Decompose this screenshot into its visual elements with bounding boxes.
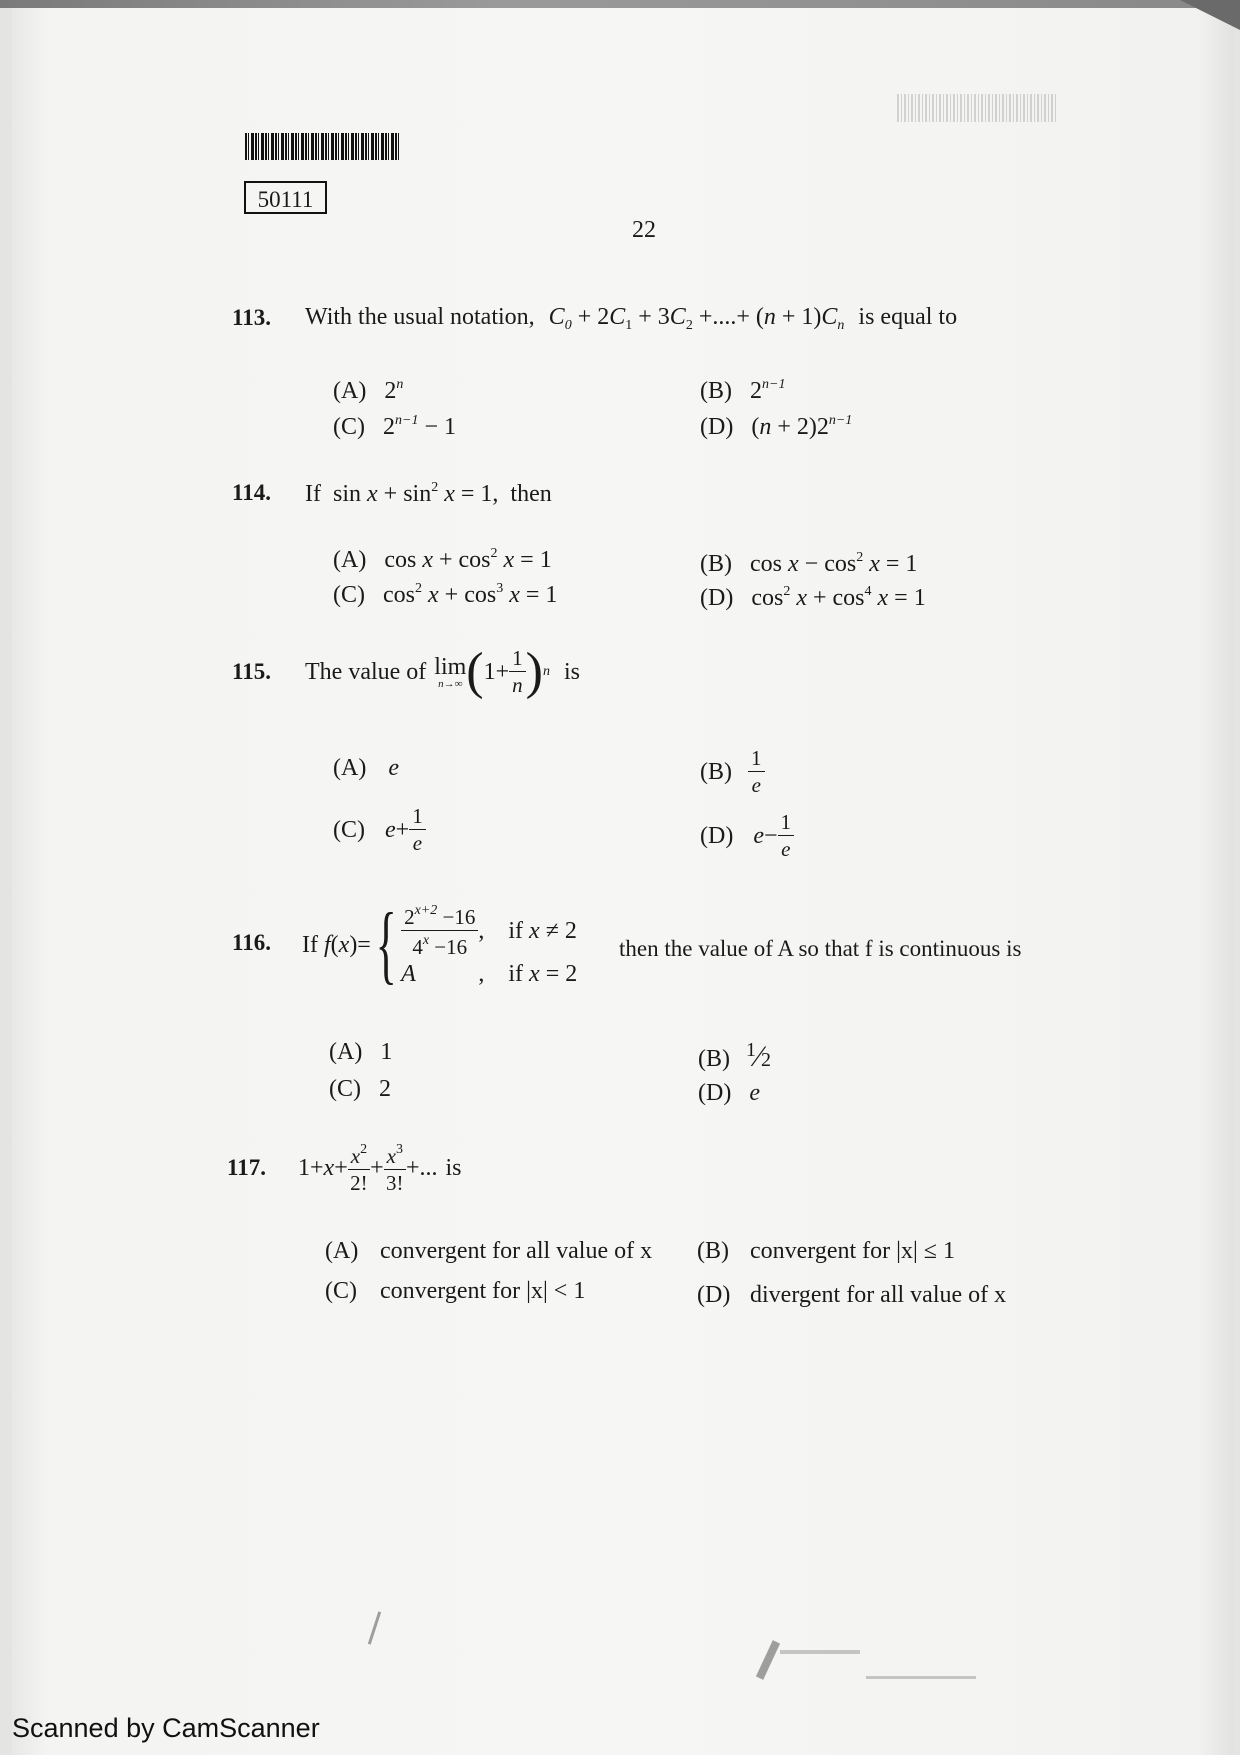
option-d: (D) xyxy=(697,1282,731,1308)
option-b-text: convergent for |x| ≤ 1 xyxy=(750,1238,955,1264)
option-a: (A) xyxy=(325,1238,359,1264)
option-c: (C) $\cos^2 x + \cos^3 x = 1$ xyxy=(333,581,558,608)
stem-prefix: With the usual notation, xyxy=(305,304,535,330)
scan-mark xyxy=(866,1676,976,1679)
option-c-text: convergent for |x| < 1 xyxy=(380,1278,586,1304)
camscanner-watermark: Scanned by CamScanner xyxy=(12,1713,320,1743)
option-c: (C) $2^{n-1} - 1$ xyxy=(333,413,456,440)
question-number: 115. xyxy=(232,659,271,684)
stem-suffix: is equal to xyxy=(858,304,958,330)
stem-prefix: The value of xyxy=(305,659,427,685)
option-a: (A) $\cos x + \cos^2 x = 1$ xyxy=(333,546,552,573)
stem-suffix: is xyxy=(445,1155,462,1181)
question-stem: With the usual notation, $C_0 + 2C_1 + 3C_2$ +....+ $(n + 1)C_n$ is equal to xyxy=(305,304,958,333)
question-stem: If $\sin x + \sin^2 x = 1$, then xyxy=(305,480,552,507)
page-number: 22 xyxy=(632,217,656,243)
scanned-page xyxy=(12,4,1234,1755)
option-a: (A) 1 xyxy=(329,1039,393,1065)
stem-prefix: If xyxy=(305,481,321,507)
paper-code-box: 50111 xyxy=(244,181,327,214)
option-d: (D) $\cos^2 x + \cos^4 x = 1$ xyxy=(700,584,926,611)
option-d-text: divergent for all value of x xyxy=(750,1282,1007,1308)
scan-mark xyxy=(780,1650,860,1654)
question-number: 117. xyxy=(227,1155,266,1180)
option-b: (B) xyxy=(697,1238,729,1264)
question-stem-tail: then the value of A so that f is continuous is xyxy=(619,936,1022,961)
option-b: (B) $2^{n-1}$ xyxy=(700,377,786,404)
option-b: (B) $\cos x - \cos^2 x = 1$ xyxy=(700,550,918,577)
option-c: (C) xyxy=(325,1278,357,1304)
question-stem: The value of lim n→∞ ( 1+ $\frac{1}{n}$ ) n is xyxy=(305,643,581,700)
scan-top-edge xyxy=(0,0,1240,8)
question-number: 113. xyxy=(232,305,271,330)
stem-suffix: then xyxy=(510,481,552,507)
question-number: 114. xyxy=(232,480,271,505)
option-d: (D) e − $\frac{1}{e}$ xyxy=(700,812,794,860)
option-d: (D) e xyxy=(698,1080,760,1106)
question-stem: If f (x)= { $\frac{2^{x+2} -16}{4^x -16}$ , if x ≠ 2 A , if x = 2 xyxy=(302,896,578,993)
bleed-through-barcode xyxy=(897,94,1057,122)
option-c: (C) 2 xyxy=(329,1076,391,1102)
option-c: (C) e + $\frac{1}{e}$ xyxy=(333,806,426,854)
option-a: (A) e xyxy=(333,755,399,781)
question-stem: 1+x+ $\frac{x^2}{2!}$ + $\frac{x^3}{3!}$ +... is xyxy=(298,1141,462,1195)
option-a: (A) 2$^n$ xyxy=(333,377,404,404)
barcode xyxy=(245,133,401,160)
option-b: (B) $\frac{1}{e}$ xyxy=(700,748,765,796)
question-number: 116. xyxy=(232,930,271,955)
stem-prefix: If xyxy=(302,932,318,958)
stem-suffix: is xyxy=(564,659,581,685)
option-a-text: convergent for all value of x xyxy=(380,1238,653,1264)
option-d: (D) $(n + 2)2^{n-1}$ xyxy=(700,413,853,440)
scan-corner-shadow xyxy=(1180,0,1240,30)
option-b: (B) $^1$⁄2 xyxy=(698,1039,772,1073)
